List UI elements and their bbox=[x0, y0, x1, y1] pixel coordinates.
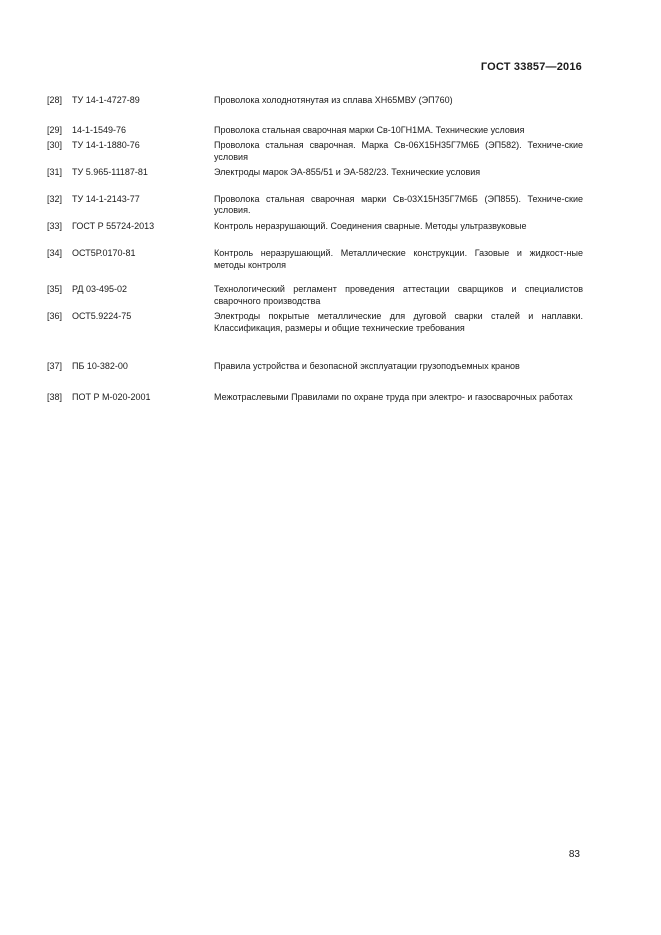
reference-title: Контроль неразрушающий. Соединения сварные. Методы ультразвуковые bbox=[214, 220, 527, 231]
reference-title: Электроды покрытые металлические для дуговой сварки сталей и наплавки. Классификация, размеры и общие технические требования bbox=[214, 311, 583, 333]
reference-item bbox=[47, 140, 583, 163]
reference-code: ТУ 14-1-4727-89 bbox=[72, 95, 140, 105]
reference-number: [28] bbox=[47, 95, 63, 105]
reference-number: [30] bbox=[47, 140, 63, 150]
reference-number: [32] bbox=[47, 193, 63, 204]
reference-code: ГОСТ Р 55724-2013 bbox=[72, 220, 155, 231]
reference-item bbox=[47, 194, 583, 217]
reference-item bbox=[47, 248, 583, 271]
reference-item bbox=[47, 167, 583, 179]
reference-item bbox=[47, 125, 583, 137]
reference-item bbox=[47, 311, 583, 334]
reference-title: Проволока стальная сварочная марки Св-03Х15Н35Г7М6Б (ЭП855). Техниче-ские условия. bbox=[214, 193, 583, 215]
reference-number: [31] bbox=[47, 167, 63, 177]
reference-item bbox=[47, 95, 583, 107]
reference-number: [38] bbox=[47, 391, 63, 402]
reference-number: [36] bbox=[47, 311, 63, 321]
reference-number: [34] bbox=[47, 248, 63, 258]
reference-title: Технологический регламент проведения аттестации сварщиков и специалистов сварочного производства bbox=[214, 284, 583, 306]
reference-title: Контроль неразрушающий. Металлические конструкции. Газовые и жидкост-ные методы контроля bbox=[214, 248, 583, 270]
reference-title: Электроды марок ЭА-855/51 и ЭА-582/23. Технические условия bbox=[214, 167, 481, 177]
reference-item bbox=[47, 392, 583, 404]
reference-code: ОСТ5.9224-75 bbox=[72, 311, 132, 321]
reference-number: [37] bbox=[47, 361, 63, 371]
reference-code: ОСТ5Р.0170-81 bbox=[72, 248, 136, 258]
reference-number: [29] bbox=[47, 124, 63, 135]
reference-title: Правила устройства и безопасной эксплуатации грузоподъемных кранов bbox=[214, 361, 520, 371]
reference-list bbox=[47, 95, 583, 403]
reference-code: 14-1-1549-76 bbox=[72, 124, 127, 135]
reference-code: ТУ 14-1-1880-76 bbox=[72, 140, 140, 150]
reference-number: [33] bbox=[47, 220, 63, 231]
reference-title: Проволока стальная сварочная марки Св-10ГН1МА. Технические условия bbox=[214, 124, 525, 135]
reference-code: ТУ 5.965-11187-81 bbox=[72, 167, 148, 177]
reference-title: Межотраслевыми Правилами по охране труда при электро- и газосварочных работах bbox=[214, 391, 573, 402]
reference-title: Проволока холоднотянутая из сплава ХН65МВУ (ЭП760) bbox=[214, 95, 453, 105]
reference-item bbox=[47, 221, 583, 233]
reference-code: РД 03-495-02 bbox=[72, 284, 128, 294]
reference-code: ПБ 10-382-00 bbox=[72, 361, 128, 371]
reference-item bbox=[47, 284, 583, 307]
reference-item bbox=[47, 361, 583, 373]
page-number: 83 bbox=[568, 849, 580, 860]
reference-code: ПОТ Р М-020-2001 bbox=[72, 391, 151, 402]
reference-title: Проволока стальная сварочная. Марка Св-06Х15Н35Г7М6Б (ЭП582). Техниче-ские условия bbox=[214, 140, 583, 162]
reference-number: [35] bbox=[47, 284, 63, 294]
reference-code: ТУ 14-1-2143-77 bbox=[72, 193, 140, 204]
document-header: ГОСТ 33857—2016 bbox=[480, 61, 582, 73]
